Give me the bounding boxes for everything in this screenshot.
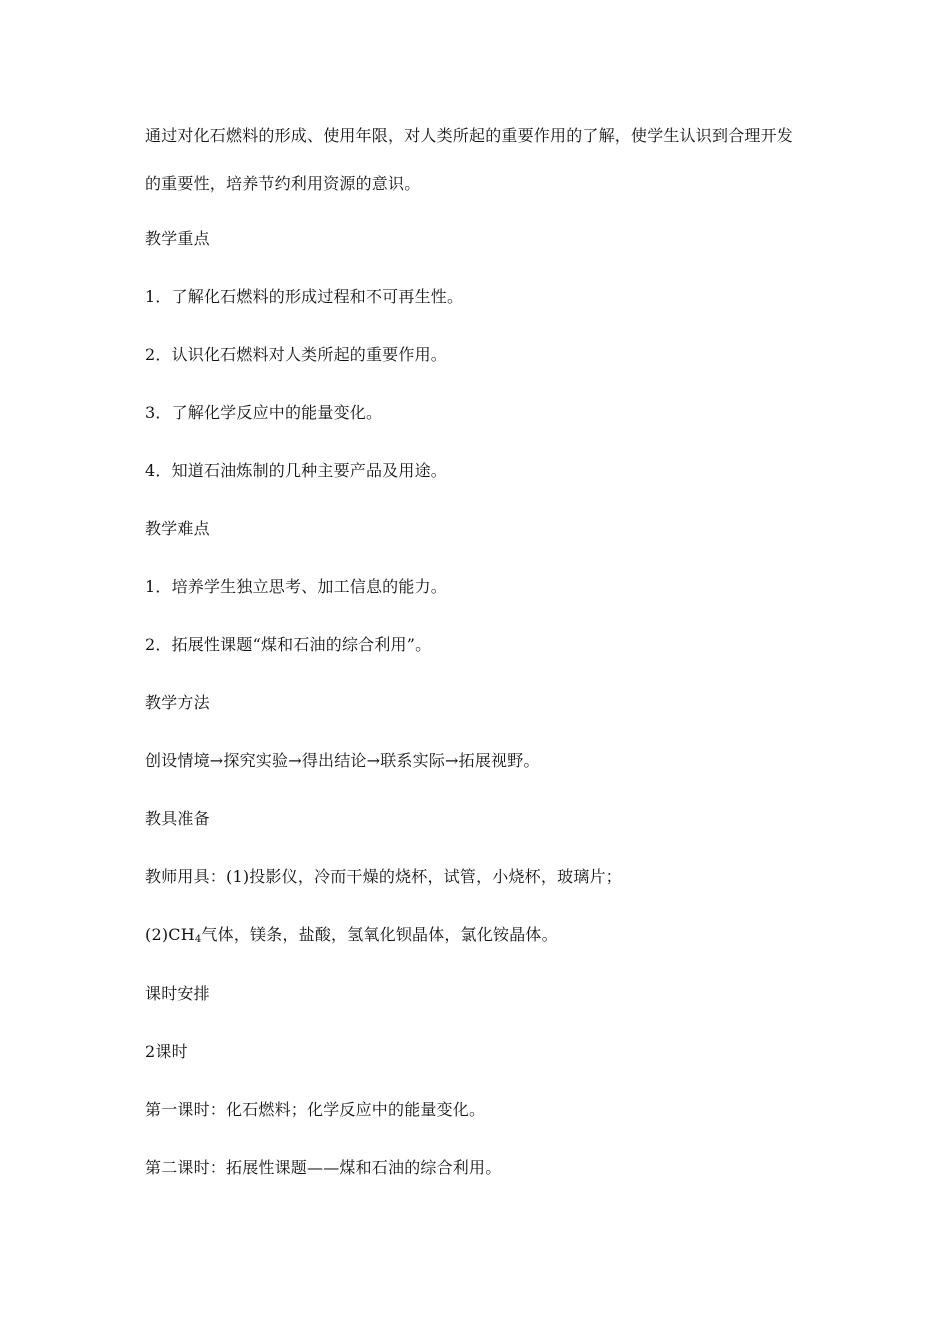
key-point-item: 2．认识化石燃料对人类所起的重要作用。 [145,345,447,364]
schedule-item: 第二课时：拓展性课题——煤和石油的综合利用。 [145,1158,502,1177]
schedule-item: 第一课时：化石燃料；化学反应中的能量变化。 [145,1100,486,1119]
method-heading: 教学方法 [145,693,210,712]
key-points-heading: 教学重点 [145,229,210,248]
tools-line-1: 教师用具：(1)投影仪，冷而干燥的烧杯，试管，小烧杯，玻璃片； [145,867,622,886]
intro-paragraph: 通过对化石燃料的形成、使用年限，对人类所起的重要作用的了解，使学生认识到合理开发的重要性，培养节约利用资源的意识。 [145,126,794,193]
difficulty-item: 2．拓展性课题“煤和石油的综合利用”。 [145,635,432,654]
ch4-subscript: 4 [194,934,202,945]
key-point-item: 4．知道石油炼制的几种主要产品及用途。 [145,461,447,480]
schedule-total: 2课时 [145,1042,188,1061]
difficulties-heading: 教学难点 [145,519,210,538]
tools-heading: 教具准备 [145,809,210,828]
tools-line-2-rest: 气体，镁条，盐酸，氢氧化钡晶体，氯化铵晶体。 [201,925,558,944]
key-point-item: 3．了解化学反应中的能量变化。 [145,403,383,422]
key-point-item: 1．了解化石燃料的形成过程和不可再生性。 [145,287,464,306]
tools-line-2-prefix: (2)CH [145,925,195,944]
schedule-heading: 课时安排 [145,984,210,1003]
difficulty-item: 1．培养学生独立思考、加工信息的能力。 [145,577,447,596]
method-text: 创设情境→探究实验→得出结论→联系实际→拓展视野。 [145,751,540,770]
tools-line-2 [145,925,558,950]
